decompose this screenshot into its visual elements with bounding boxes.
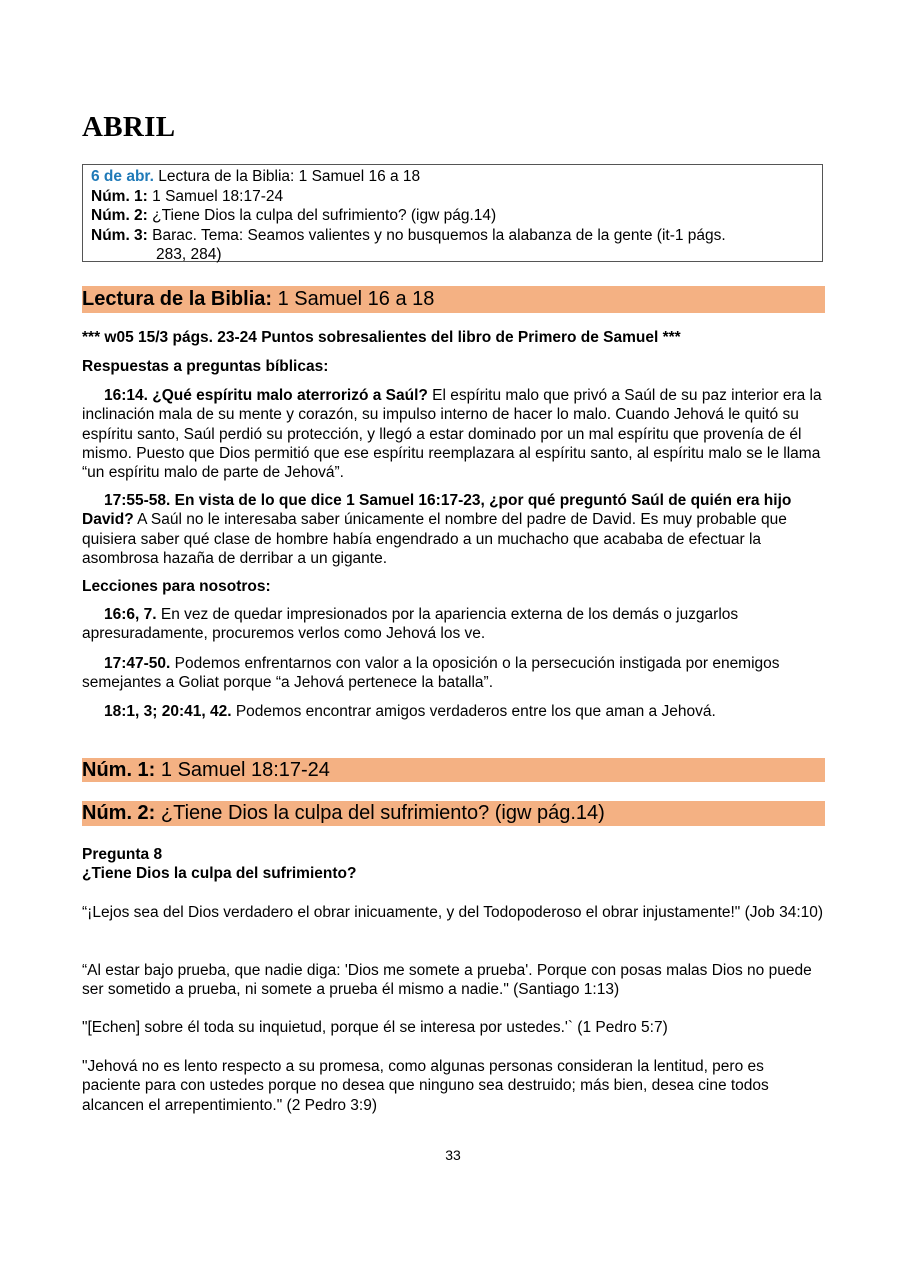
answer-2-ref: 17:55-58. En vista de lo que dice 1 Samuel 16:17-23, ¿por qué preguntó Saúl de quién era hijo David? (82, 492, 792, 529)
answer-1-text: El espíritu malo que privó a Saúl de su paz interior era la inclinación mala de su mente y corazón, su impulso interno de hacer lo malo. Cuando Jehová le quitó su espíritu santo, Saúl perdió su protección, y llegó a estar dominado por un mal espíritu que provenía de él mismo. Puesto que Dios permitió que ese espíritu reemplazara al espíritu santo, al espíritu malo se le llama “un espíritu malo de parte de Jehová”. (82, 387, 822, 482)
section-num1-label: Núm. 1: (82, 759, 156, 781)
answer-paragraph-1 (82, 386, 825, 482)
lessons-heading: Lecciones para nosotros: (82, 578, 271, 595)
answers-heading: Respuestas a preguntas bíblicas: (82, 358, 329, 375)
month-title: ABRIL (82, 111, 176, 143)
section-bible-reading-label: Lectura de la Biblia: (82, 288, 273, 310)
lesson-2-text: Podemos enfrentarnos con valor a la oposición o la persecución instigada por enemigos semejantes a Goliat porque “a Jehová pertenece la batalla”. (82, 655, 780, 692)
quote-2-pedro: "Jehová no es lento respecto a su promesa, como algunas personas consideran la lentitud, pero es paciente para con ustedes porque no desea que ninguno sea destruido; más bien, desea cine todos alcancen el arrepentimiento." (2 Pedro 3:9) (82, 1058, 769, 1114)
lesson-3-ref: 18:1, 3; 20:41, 42. (104, 703, 232, 720)
schedule-num1-text: 1 Samuel 18:17-24 (147, 187, 284, 205)
section-bible-reading-header (82, 286, 825, 313)
schedule-num3-continuation: 283, 284) (156, 246, 222, 263)
schedule-row-num1 (91, 187, 814, 207)
schedule-num3-label: Núm. 3: (91, 226, 148, 244)
schedule-row-num2 (91, 206, 814, 226)
question-number: Pregunta 8 (82, 846, 163, 863)
schedule-date: 6 de abr. (91, 168, 154, 185)
source-reference: *** w05 15/3 págs. 23-24 Puntos sobresalientes del libro de Primero de Samuel *** (82, 329, 681, 346)
lesson-2-ref: 17:47-50. (104, 655, 171, 672)
schedule-row-reading (91, 167, 814, 187)
schedule-num3-text: Barac. Tema: Seamos valientes y no busquemos la alabanza de la gente (it-1 págs. (147, 226, 726, 244)
quote-santiago: “Al estar bajo prueba, que nadie diga: 'Dios me somete a prueba'. Porque con posas malas Dios no puede ser sometido a prueba, ni somete a prueba él mismo a nadie." (Santiago 1:13) (82, 962, 812, 999)
lesson-1-text: En vez de quedar impresionados por la apariencia externa de los demás o juzgarlos apresuradamente, procuremos verlos como Jehová los ve. (82, 606, 739, 643)
section-num1-text: 1 Samuel 18:17-24 (155, 759, 330, 781)
lesson-3-text: Podemos encontrar amigos verdaderos entre los que aman a Jehová. (231, 703, 716, 720)
section-num2-label: Núm. 2: (82, 802, 156, 824)
lesson-paragraph-2 (82, 654, 825, 693)
answer-1-ref: 16:14. ¿Qué espíritu malo aterrorizó a Saúl? (104, 387, 428, 404)
quote-job: “¡Lejos sea del Dios verdadero el obrar inicuamente, y del Todopoderoso el obrar injustamente!" (Job 34:10) (82, 904, 824, 921)
answer-paragraph-2 (82, 491, 825, 568)
section-num2-header (82, 801, 825, 826)
schedule-num2-label: Núm. 2: (91, 207, 148, 224)
quote-1-pedro: "[Echen] sobre él toda su inquietud, porque él se interesa por ustedes.'` (1 Pedro 5:7) (82, 1019, 668, 1036)
schedule-num2-text: ¿Tiene Dios la culpa del sufrimiento? (igw pág.14) (147, 207, 497, 224)
question-title: ¿Tiene Dios la culpa del sufrimiento? (82, 865, 357, 882)
answer-2-text: A Saúl no le interesaba saber únicamente el nombre del padre de David. Es muy probable que quisiera saber qué clase de hombre había engendrado a un muchacho que acababa de efectuar la asombrosa hazaña de derribar a un gigante. (82, 511, 787, 567)
section-num1-header (82, 758, 825, 782)
page-number: 33 (445, 1147, 461, 1163)
section-bible-reading-text: 1 Samuel 16 a 18 (272, 288, 435, 310)
lesson-1-ref: 16:6, 7. (104, 606, 157, 623)
section-num2-text: ¿Tiene Dios la culpa del sufrimiento? (igw pág.14) (155, 802, 605, 824)
lesson-paragraph-1 (82, 605, 825, 644)
schedule-reading: Lectura de la Biblia: 1 Samuel 16 a 18 (153, 168, 421, 185)
lesson-paragraph-3 (82, 702, 825, 721)
schedule-num1-label: Núm. 1: (91, 187, 148, 205)
schedule-box (82, 164, 823, 262)
schedule-row-num3 (91, 226, 814, 246)
